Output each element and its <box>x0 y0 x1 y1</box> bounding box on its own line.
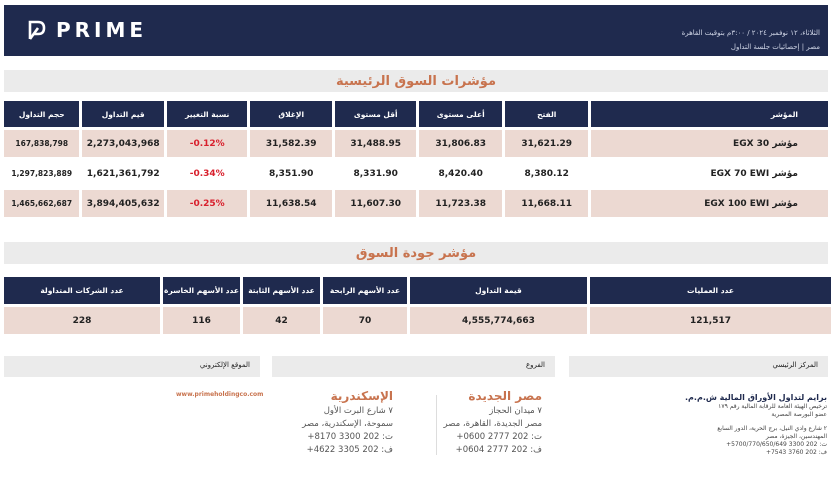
col-index: المؤشر <box>591 101 828 127</box>
market-quality-header-row <box>4 277 831 304</box>
cell-value: 3,894,405,632 <box>82 190 164 217</box>
branch-fax: ف: 202 2777 0604+ <box>455 445 542 455</box>
market-quality-table <box>1 274 834 337</box>
branch-address-line2: سموحة، الإسكندرية، مصر <box>302 419 393 429</box>
logo-text: PRIME <box>56 18 148 42</box>
cell-high: 11,723.38 <box>419 190 502 217</box>
col-volume: حجم التداول <box>4 101 79 127</box>
company-name: برايم لتداول الأوراق المالية ش.م.م. <box>685 393 827 402</box>
cell-open: 8,380.12 <box>505 160 589 187</box>
cell-close: 31,582.39 <box>250 130 332 157</box>
cell-volume: 167,838,798 <box>4 130 79 157</box>
cell-index-name: مؤشر EGX 70 EWI <box>591 160 828 187</box>
hq-label-bar <box>569 356 828 377</box>
license-text: ترخيص الهيئة العامة للرقابة المالية رقم ١٧٩ <box>718 403 827 410</box>
report-date: الثلاثاء، ١٢ نوفمبر ٢٠٢٤ / ٣:٠٠م بتوقيت القاهرة <box>681 29 820 37</box>
website-link[interactable]: www.primeholdingco.com <box>176 391 264 398</box>
hq-phone: ت: 202 3300 5700/770/650/649+ <box>726 441 827 448</box>
branch-address-line2: مصر الجديدة، القاهرة، مصر <box>443 419 542 429</box>
col-losers: عدد الأسهم الخاسرة <box>163 277 240 304</box>
branch-city: الإسكندرية <box>330 389 393 403</box>
report-subtitle: مصر | إحصائيات جلسة التداول <box>730 43 820 51</box>
branch-fax: ف: 202 3305 4622+ <box>306 445 393 455</box>
cell-high: 8,420.40 <box>419 160 502 187</box>
col-change: نسبة التغيير <box>167 101 248 127</box>
cell-volume: 1,297,823,889 <box>4 160 79 187</box>
cell-losers: 116 <box>163 307 240 334</box>
branch-address-line1: ٧ ميدان الحجاز <box>489 406 542 416</box>
cell-open: 11,668.11 <box>505 190 589 217</box>
member-text: عضو البورصة المصرية <box>771 411 827 418</box>
branch-phone: ت: 202 3300 8170+ <box>307 432 393 442</box>
branch-address-line1: ٧ شارع البرت الأول <box>323 406 393 416</box>
main-indices-header-row <box>4 101 828 127</box>
cell-change: -0.34% <box>167 160 248 187</box>
branch-heliopolis <box>392 388 542 457</box>
branch-alexandria <box>243 388 393 457</box>
market-quality-title: مؤشر جودة السوق <box>355 246 477 261</box>
hq-address-line2: المهندسين، الجيزة، مصر <box>765 433 827 440</box>
cell-gainers: 70 <box>323 307 407 334</box>
branches-label: الفروع <box>525 361 545 369</box>
cell-traded-companies: 228 <box>4 307 160 334</box>
col-transactions: عدد العمليات <box>590 277 831 304</box>
prime-logo <box>26 18 147 42</box>
main-indices-title-bar <box>4 70 828 92</box>
cell-close: 11,638.54 <box>250 190 332 217</box>
col-open: الفتح <box>505 101 589 127</box>
branch-divider <box>436 395 437 455</box>
col-trade-value: قيمة التداول <box>410 277 587 304</box>
col-low: أقل مستوى <box>335 101 417 127</box>
market-quality-title-bar <box>4 242 828 264</box>
cell-open: 31,621.29 <box>505 130 589 157</box>
cell-low: 31,488.95 <box>335 130 417 157</box>
prime-logo-icon <box>26 19 48 41</box>
hq-fax: ف: 202 3760 7543+ <box>765 449 827 456</box>
table-row <box>4 307 831 334</box>
branches-label-bar <box>272 356 555 377</box>
cell-change: -0.25% <box>167 190 248 217</box>
cell-transactions: 121,517 <box>590 307 831 334</box>
col-gainers: عدد الأسهم الرابحة <box>323 277 407 304</box>
table-row <box>4 130 828 157</box>
website-label-bar <box>4 356 260 377</box>
cell-index-name: مؤشر EGX 30 <box>591 130 828 157</box>
cell-change: -0.12% <box>167 130 248 157</box>
hq-address <box>677 392 827 457</box>
col-traded-companies: عدد الشركات المتداولة <box>4 277 160 304</box>
col-close: الإغلاق <box>250 101 332 127</box>
cell-index-name: مؤشر EGX 100 EWI <box>591 190 828 217</box>
cell-low: 11,607.30 <box>335 190 417 217</box>
col-traded-value: قيم التداول <box>82 101 164 127</box>
hq-address-line1: ٢ شارع وادي النيل، برج الحرية، الدور السابع <box>717 425 827 432</box>
website-label: الموقع الإلكتروني <box>199 361 250 369</box>
table-row <box>4 190 828 217</box>
col-high: أعلى مستوى <box>419 101 502 127</box>
cell-low: 8,331.90 <box>335 160 417 187</box>
cell-trade-value: 4,555,774,663 <box>410 307 587 334</box>
table-row <box>4 160 828 187</box>
cell-value: 2,273,043,968 <box>82 130 164 157</box>
cell-close: 8,351.90 <box>250 160 332 187</box>
cell-unchanged: 42 <box>243 307 320 334</box>
branch-phone: ت: 202 2777 0600+ <box>456 432 542 442</box>
branch-city: مصر الجديدة <box>468 389 542 403</box>
cell-high: 31,806.83 <box>419 130 502 157</box>
main-indices-title: مؤشرات السوق الرئيسية <box>335 74 496 89</box>
hq-label: المركز الرئيسي <box>772 361 818 369</box>
col-unchanged: عدد الأسهم الثابتة <box>243 277 320 304</box>
main-indices-table <box>1 98 831 220</box>
report-header <box>4 5 828 56</box>
cell-volume: 1,465,662,687 <box>4 190 79 217</box>
cell-value: 1,621,361,792 <box>82 160 164 187</box>
